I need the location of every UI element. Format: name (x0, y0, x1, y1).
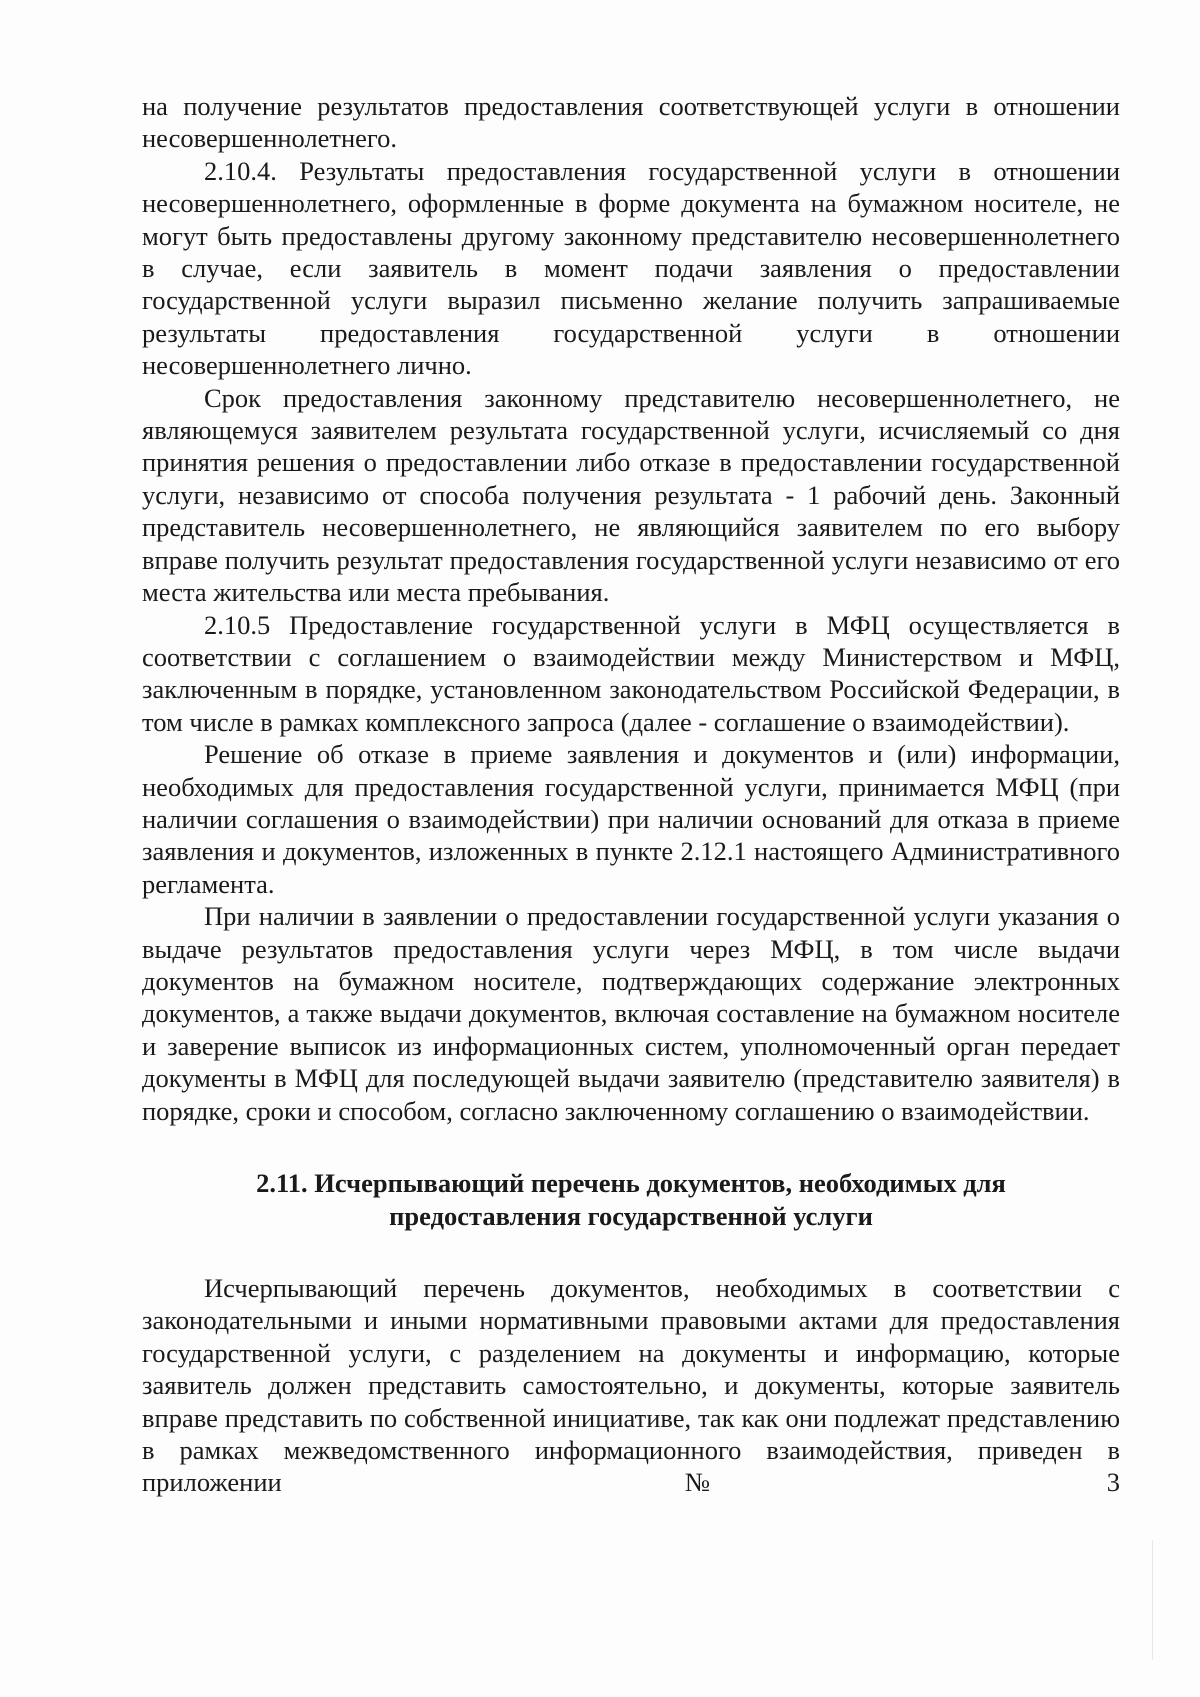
paragraph-continuation: на получение результатов предоставления соответствующей услуги в отношении несовершеннолетнего. (142, 91, 1120, 154)
paragraph-documents-list: Исчерпывающий перечень документов, необходимых в соответствии с законодательными и иными нормативными правовыми актами для предоставления государственной услуги, с разделением на документы и информацию, которые заявитель должен представить самостоятельно, и документы, которые заявитель вправе представить по собственной инициативе, так как они подлежат представлению в рамках межведомственного информационного взаимодействия, приведен в приложении №3 (142, 1273, 1120, 1498)
scan-edge-mark (1152, 1540, 1153, 1660)
paragraph-mfc-issuance: При наличии в заявлении о предоставлении государственной услуги указания о выдаче результатов предоставления услуги через МФЦ, в том числе выдачи документов на бумажном носителе, подтверждающих содержание электронных документов, а также выдачи документов, включая составление на бумажном носителе и заверение выписок из информационных систем, уполномоченный орган передает документы в МФЦ для последующей выдачи заявителю (представителю заявителя) в порядке, сроки и способом, согласно заключенному соглашению о взаимодействии. (142, 901, 1120, 1126)
paragraph-2-10-5: 2.10.5 Предоставление государственной услуги в МФЦ осуществляется в соответствии с соглашением о взаимодействии между Министерством и МФЦ, заключенным в порядке, установленном законодательством Российской Федерации, в том числе в рамках комплексного запроса (далее - соглашение о взаимодействии). (142, 609, 1120, 737)
paragraph-delivery-term: Срок предоставления законному представителю несовершеннолетнего, не являющемуся заявителем результата государственной услуги, исчисляемый со дня принятия решения о предоставлении либо отказе в предоставлении государственной услуги, независимо от способа получения результата - 1 рабочий день. Законный представитель несовершеннолетнего, не являющийся заявителем по его выбору вправе получить результат предоставления государственной услуги независимо от его места жительства или места пребывания. (142, 382, 1120, 608)
section-heading-line-1: 2.11. Исчерпывающий перечень документов, необходимых для (256, 1168, 1006, 1198)
document-body (142, 90, 1120, 1499)
paragraph-refusal-decision: Решение об отказе в приеме заявления и документов и (или) информации, необходимых для предоставления государственной услуги, принимается МФЦ (при наличии соглашения о взаимодействии) при наличии оснований для отказа в приеме заявления и документов, изложенных в пункте 2.12.1 настоящего Административного регламента. (142, 739, 1120, 899)
section-heading-line-2: предоставления государственной услуги (389, 1200, 873, 1231)
paragraph-2-10-4: 2.10.4. Результаты предоставления государственной услуги в отношении несовершеннолетнего, оформленные в форме документа на бумажном носителе, не могут быть предоставлены другому законному представителю несовершеннолетнего в случае, если заявитель в момент подачи заявления о предоставлении государственной услуги выразил письменно желание получить запрашиваемые результаты предоставления государственной услуги в отношении несовершеннолетнего лично. (142, 155, 1120, 381)
section-heading-2-11 (142, 1167, 1120, 1232)
